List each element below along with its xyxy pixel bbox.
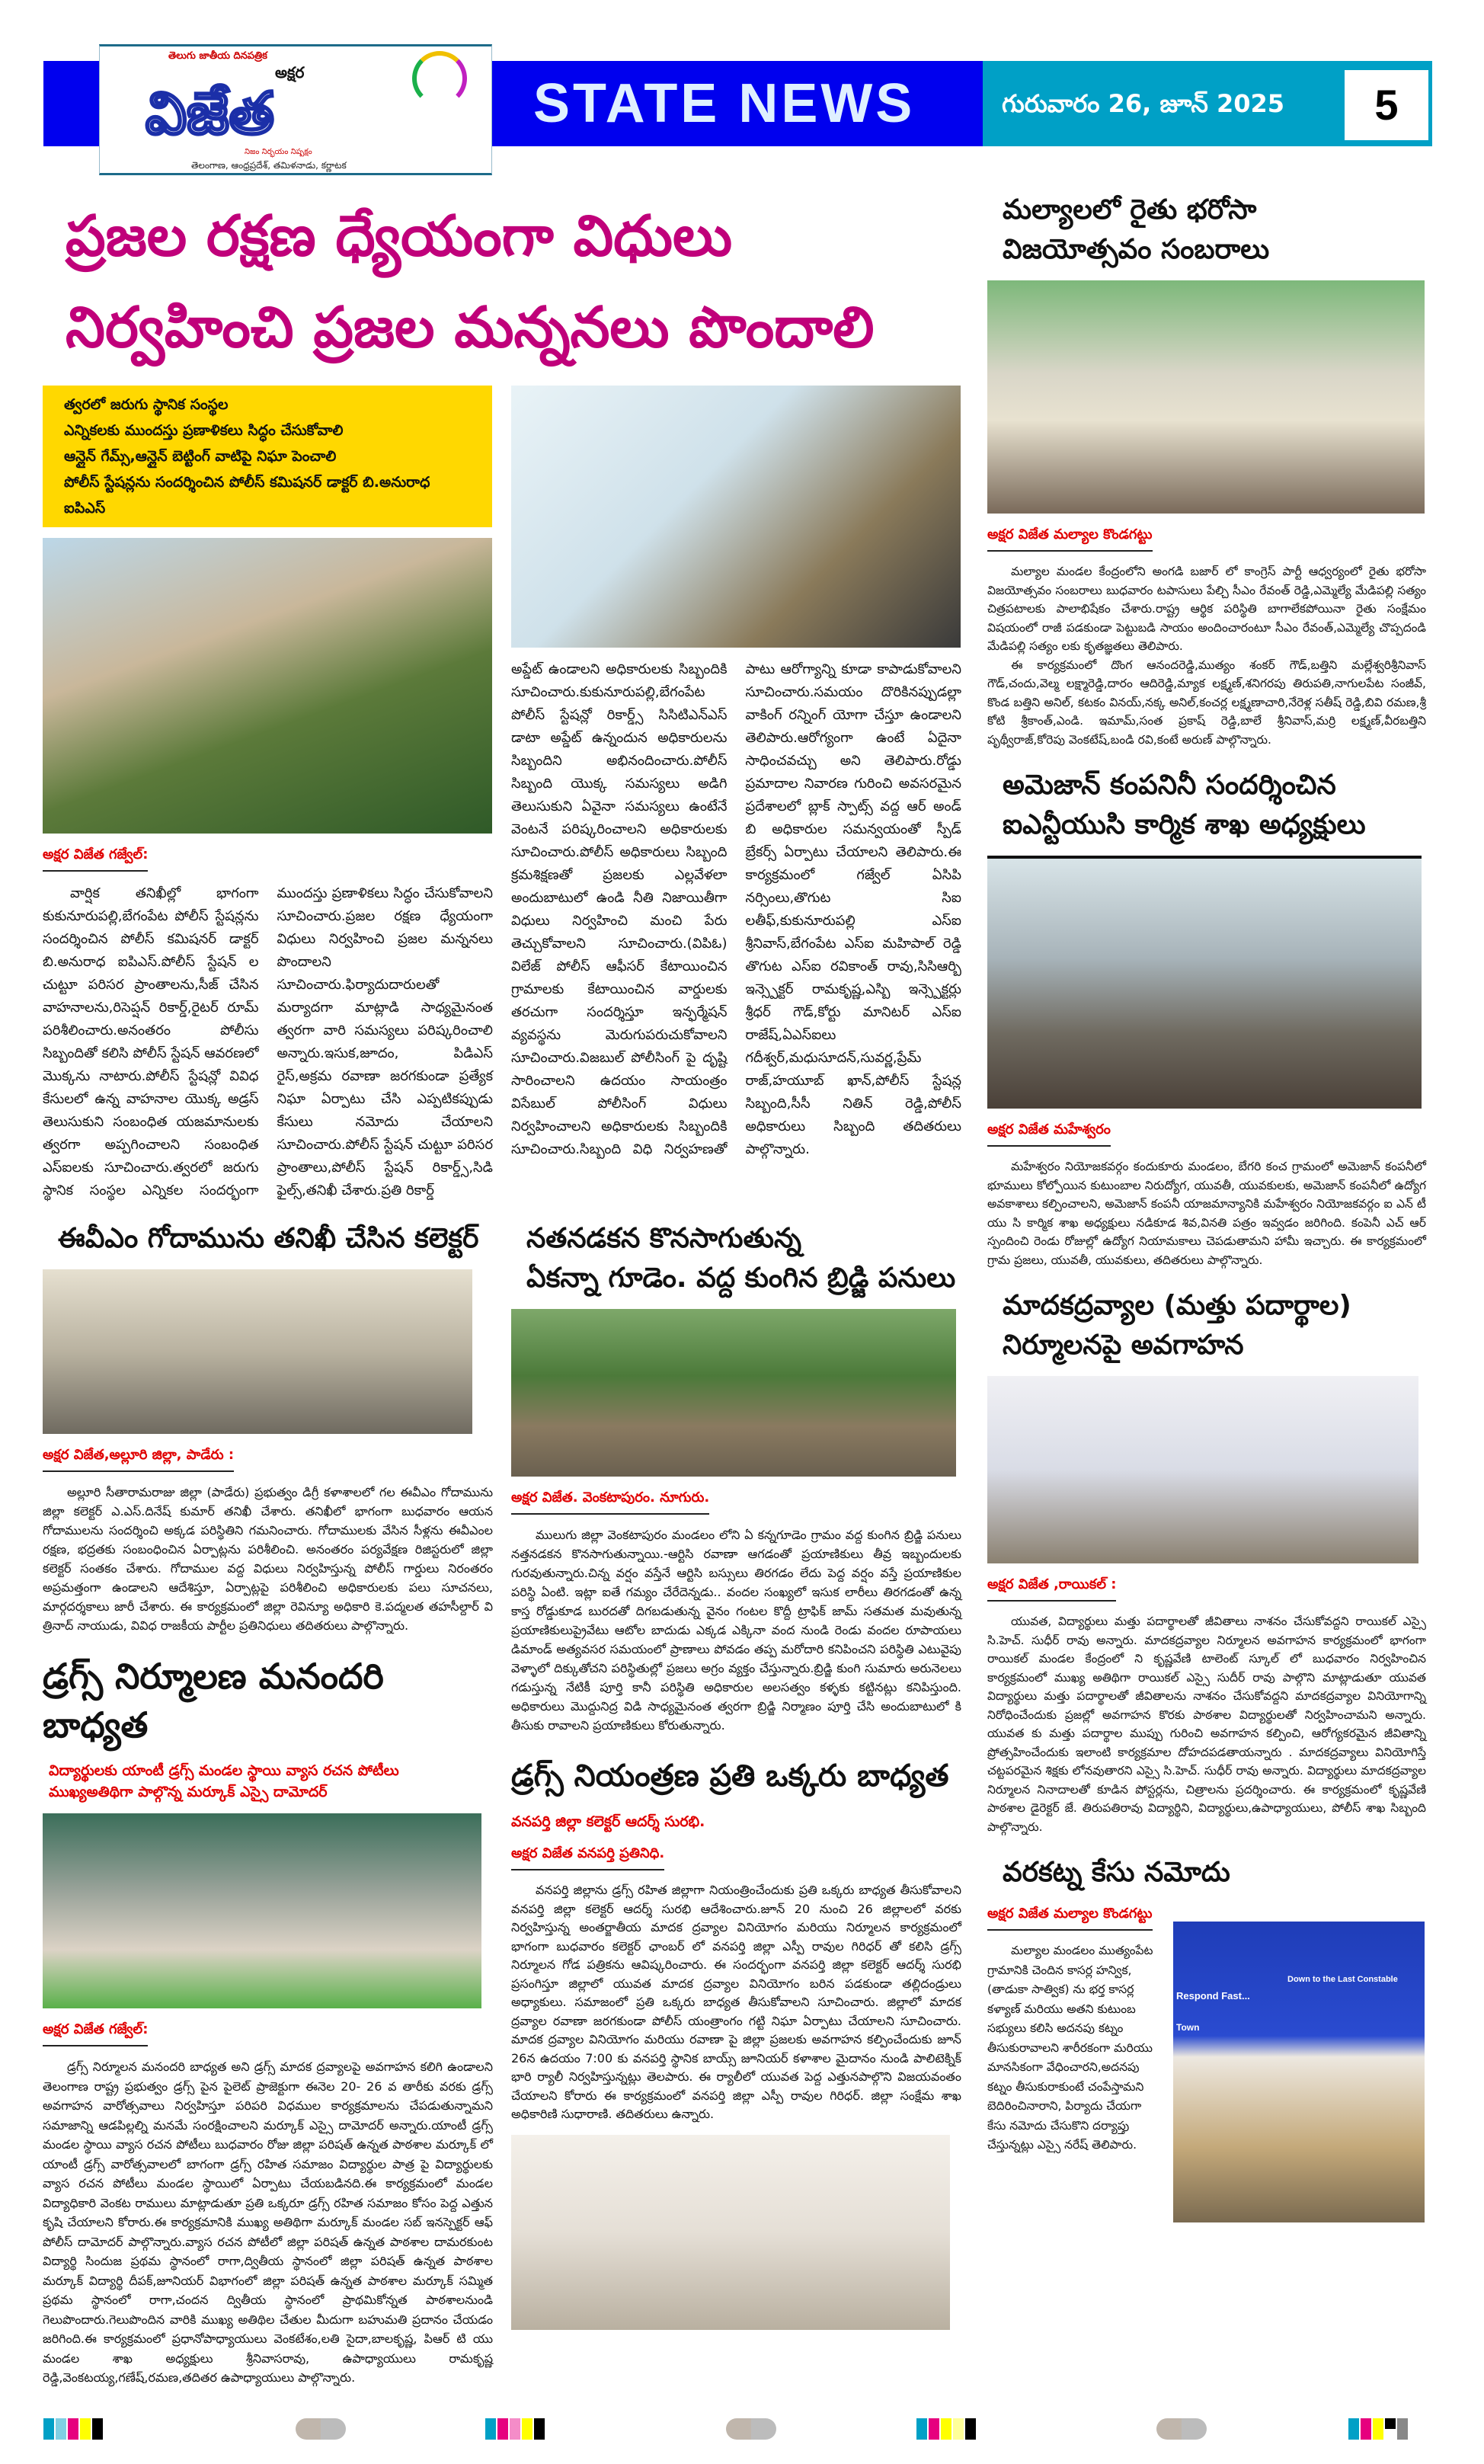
amazon-photo	[987, 859, 1422, 1109]
dowry-body: మల్యాల మండలం ముత్యంపేట గ్రామానికి చెందిన కాసర్ల హన్విక,(తాడుకా సాత్విక) ను భర్త కాసర్ల కళ్యాణ్ మరియు అతని కుటుంబ సభ్యులు కలిసి అదనపు కట్నం తీసుకురావాలని శారీరకంగా మరియు మానసికంగా వేధించారని,అదనపు కట్నం తీసుకురాకుంటే చంపేస్తామని బెదిరించినారాని, పిర్యాదు చేయగా కేసు నమోదు చేసుకొని దర్యాప్తు చేస్తున్నట్లు ఎస్సై నరేష్ తెలిపారు.	[987, 1944, 1153, 2152]
rythu-byline: అక్షర విజేత మల్యాల కొండగట్టు	[987, 524, 1153, 552]
section-title: STATE NEWS	[533, 73, 916, 134]
color-registration-mark	[485, 2418, 545, 2440]
highlight-item: పోలీస్ స్టేషన్లను సందర్శించిన పోలీస్ కమిషనర్ డాక్టర్ బి.అనురాధ ఐపిఎస్	[64, 474, 430, 517]
drugs-awareness-subhead-2: ముఖ్యఅతిథిగా పాల్గొన్న మర్కూక్ ఎస్సై దామోదర్	[49, 1784, 328, 1800]
lead-column-right	[511, 386, 961, 1202]
dowry-story	[987, 1903, 1426, 2222]
evm-body: అల్లూరి సీతారామరాజు జిల్లా (పాడేరు) ప్రభుత్వం డిగ్రీ కళాశాలలో గల ఈవీఎం గోదామును జిల్లా కలెక్టర్ ఎ.ఎస్.దినేష్ కుమార్ తనిఖీ చేశారు. తనిఖీలో భాగంగా బుధవారం ఆయన గోదాములను సందర్శించి అక్కడ పరిస్థితిని గమనించారు. గోదాములకు వేసిన సీళ్లను ఈవీఎంల రక్షణ, భద్రతకు సంబంధించిన ఏర్పాట్లను పరిశీలించి. అనంతరం పర్యవేక్షణ రిజిస్టరులో జిల్లా కలెక్టర్ సంతకం చేశారు. గోదాముల వద్ద విధులు నిర్వహిస్తున్న పోలీస్ గార్డులు నిరంతరం అప్రమత్తంగా ఉండాలని ఆదేశిస్తూ, ఏర్పాట్లపై పరిశీలించి అధికారులకు పలు సూచనలు, మార్గదర్శకాలు జారీ చేశారు. ఈ కార్యక్రమంలో జిల్లా రెవిన్యూ అధికారి కె.పద్మలత తహసీల్దార్ వి త్రినాద్ నాయుడు, వివిధ రాజకీయ పార్టీల ప్రతినిధులు తదితరులు పాల్గొన్నారు.	[43, 1485, 493, 1633]
narcotics-headline-line1: మాదకద్రవ్యాల (మత్తు పదార్థాల)	[1003, 1290, 1351, 1321]
print-footer	[0, 2388, 1484, 2464]
logo-tagline-bottom: నిజం నిర్భయం నిష్పక్షం	[245, 148, 312, 156]
page-number: 5	[1345, 70, 1428, 140]
amazon-headline-line2: ఐఎన్టీయుసి కార్మిక శాఖ అధ్యక్షులు	[1003, 809, 1366, 840]
drugs-awareness-byline: అక్షర విజేత గజ్వేల్:	[43, 2019, 148, 2046]
lead-byline: అక్షర విజేత గజ్వేల్:	[43, 844, 148, 872]
lead-photo-station-visit	[511, 386, 961, 648]
highlight-item: ఆన్లైన్ గేమ్స్,ఆన్లైన్ బెట్టింగ్ వాటిపై నిఘా పెంచాలి	[64, 448, 337, 465]
bridge-body: ములుగు జిల్లా వెంకటాపురం మండలం లోని ఏ కన్నగూడెం గ్రామం వద్ద కుంగిన బ్రిడ్జి పనులు నత్తనడకన కొనసాగుతున్నాయి.-ఆర్టిసి రవాణా ఆగడంతో ప్రయాణికులు తీవ్ర ఇబ్బందులకు గురవుతున్నారు.చిన్న వర్షం వస్తేనే ఆర్టిసి బస్సులు తిరగడం లేదు పెద్ద వర్షం వస్తే ప్రయాణికుల పరిస్థి ఏంటి. ఇట్లా ఐతే గమ్యం చేరేదెన్నడు.. వందల సంఖ్యలో ఇసుక లారీలు తిరగడంతో ఉన్న కాస్త రోడ్డుకూడ బురదతో దిగబడుతున్న వైనం గంటల కొద్దీ ట్రాఫిక్ జామ్ సతమత మవుతున్న ప్రయాణికులుప్రైవేటు ఆటోల బాదుడు ఎక్కడ ఎక్కినా వంద నుండి రెండు వందల రూపాయలు డిమాండ్ అత్యవసర సమయంలో ప్రాణాలు పోవడం తప్ప మరోదారి కనిపించని పరిస్థితి ఎటువైపు వెళ్ళాలో దిక్కుతోచని పరిస్థితుల్లో ప్రజలు అగ్రం వ్యక్తం చేస్తున్నారు.బ్రిడ్జి కుంగి సుమారు అరునెలలు గడుస్తున్న నేటికీ పూర్తి కానీ పరిస్థితి అధికారుల అలసత్వం కళ్ళకు కట్టినట్లు కనిపిస్తుంది. అధికారులు మొద్దునిద్ర విడి సాధ్యమైనంత త్వరగా బ్రిడ్జి నిర్మాణం పూర్తి చేసి అందుబాటులో కి తీసుకు రావాలని ప్రయాణికులు కోరుతున్నారు.	[511, 1528, 961, 1733]
amazon-headline-line1: అమెజాన్ కంపనినీ సందర్శించిన	[1003, 770, 1336, 801]
drugs-awareness-subhead-1: విద్యార్థులకు యాంటీ డ్రగ్స్ మండల స్థాయి వ్యాస రచన పోటీలు	[49, 1762, 399, 1779]
drug-control-byline: అక్షర విజేత వనపర్తి ప్రతినిధి.	[511, 1843, 664, 1870]
logo-prefix: అక్షర	[275, 63, 305, 82]
lead-highlights-box	[43, 386, 492, 527]
lead-column-left	[43, 386, 493, 1202]
highlight-item: త్వరలో జరుగు స్థానిక సంస్థల	[64, 396, 229, 413]
highlight-item: ఎన్నికలకు ముందస్తు ప్రణాళికలు సిద్ధం చేసుకోవాలి	[64, 422, 344, 439]
drugs-awareness-photo	[43, 1813, 481, 2008]
narcotics-body: యువత, విద్యార్థులు మత్తు పదార్థాలతో జీవితాలు నాశనం చేసుకోవద్దని రాయికల్ ఎస్సై సి.హెచ్. సుధీర్ రావు అన్నారు. మాదకద్రవ్యాల నిర్మూలన అవగాహన కార్యక్రమంలో భాగంగా రాయికల్ మండల కేంద్రంలో ని కృష్ణవేణి టాలెంట్ స్కూల్ లో బుధవారం నిర్వహించిన కార్యక్రమంలో ముఖ్య అతిథిగా రాయికల్ ఎస్సై సుదీర్ రావు పాల్గొని మాట్లాడుతూ యువత విద్యార్థులు మత్తు పదార్థాలతో జీవితాలను నాశనం చేసుకోవద్దని మాదకద్రవ్యాల వినియోగాన్ని నిరోధించేందుకు ప్రజల్లో అవగాహన కొరకు పాఠశాల విద్యార్థులతో నిర్వహించామని అన్నారు. యువత కు మత్తు పదార్థాల ముప్పు గురించి అవగాహన కల్పించి, ఆరోగ్యకరమైన జీవితాన్ని ప్రోత్సహించేందుకు ఇలాంటి కార్యక్రమాల దోహదపడతాయన్నారు . మాదకద్రవ్యాలు వినియోగిస్తే చట్టపరమైన శిక్షకు లోనవుతారని ఎస్సై సి.హెచ్. సుధీర్ రావు అన్నారు. విద్యార్థులు మాదకద్రవ్యాల నిర్మూలన నినాదాలతో కూడిన పోస్టర్లను, చిత్రాలను ప్రదర్శించారు. ఈ కార్యక్రమంలో కృష్ణవేణి పాఠశాల డైరెక్టర్ జే. తిరుపతిరావు విద్యార్థిని, విద్యార్థులు,ఉపాధ్యాయులు, పోలీస్ శాఖ సిబ్బంది పాల్గొన్నారు.	[987, 1614, 1426, 1834]
drug-control-poster-photo	[511, 2135, 950, 2330]
page-content	[0, 190, 1484, 2388]
drug-control-body: వనపర్తి జిల్లాను డ్రగ్స్ రహిత జిల్లాగా నియంత్రించేందుకు ప్రతి ఒక్కరు బాధ్యత తీసుకోవాలని వనపర్తి జిల్లా కలెక్టర్ ఆదర్శ్ సురభి ఆదేశించారు.జూన్ 20 నుంచి 26 జిల్లాలలో వరకు నిర్వహిస్తున్న అంతర్జాతీయ మాదక ద్రవ్యాల వినియోగం మరియు నిర్మూలన కార్యక్రమంలో భాగంగా బుధవారం కలెక్టర్ ఛాంబర్ లో వనపర్తి జిల్లా ఎస్పీ రావుల గిరిధర్ తో కలిసి డ్రగ్స్ నిర్మూలన గోడ పత్రికను ఆవిష్కరించారు. ఈ సందర్భంగా వనపర్తి జిల్లా కలెక్టర్ ఆదర్శ్ సురభి ప్రసంగిస్తూ జిల్లాలో యువత మాదక ద్రవ్యాల వినియోగం బరిన పడకుండా తల్లిదండ్రులు అధ్యాకులు. సమాజంలో ప్రతి ఒక్కరు బాధ్యత తీసుకోవాలని సూచించారు. జిల్లాలో మాదక ద్రవ్యాల రవాణా జరగకుండా పోలీస్ యంత్రాంగం గట్టి నిఘా ఏర్పాటు చేయాలని సూచించారు. మాదక ద్రవ్యాల వినియోగం మరియు రవాణా పై జిల్లా ప్రజలకు అవగాహన కల్పించేందుకు జూన్ 26న ఉదయం 7:00 కు వనపర్తి స్థానిక బాయ్స్ జూనియర్ కళాశాల మైదానం నుండి పాలిటెక్నిక్ భారి ర్యాలీ నిర్వహిస్తున్నట్లు తెలపారు. ఈ ర్యాలీలో యువత పెద్ద ఎత్తునపాల్గొని విజయవంతం చేయాలని కోరారు ఈ కార్యక్రమంలో వనపర్తి జిల్లా ఎస్పీ రావుల గిరిధర్. జిల్లా సంక్షేమ శాఖ అధికారిణి సుధారాణి. తదితరులు ఉన్నారు.	[511, 1883, 961, 2121]
narcotics-byline: అక్షర విజేత ,రాయికల్ :	[987, 1574, 1116, 1602]
rythu-headline-line2: విజయోత్సవం సంబరాలు	[1003, 234, 1270, 265]
logo-title: విజేత	[146, 79, 274, 147]
logo-states: తెలంగాణ, ఆంధ్రప్రదేశ్, తమిళనాడు, కర్ణాటక	[191, 160, 347, 171]
lead-headline-line1: ప్రజల రక్షణ ధ్యేయంగా విధులు	[66, 203, 733, 269]
bridge-byline: అక్షర విజేత. వెంకటాపురం. నూగురు.	[511, 1487, 709, 1515]
amazon-body: మహేశ్వరం నియోజకవర్గం కందుకూరు మండలం, బేగరి కంచ గ్రామంలో అమెజాన్ కంపనీలో భూములు కోల్పోయిన కుటుంబాల నిరుద్యోగ, యువతీ, యువకులకు, అమెజాన్ కంపనీలో ఉద్యోగ అవకాశాలు కల్పించాలని, అమెజాన్ కంపనీ యాజమాన్యానికి మహేశ్వరం నియోజకవర్గం ఐ ఎన్ టీ యు సి కార్మిక శాఖ అధ్యక్షులు నడికూడ శివ,వినతి పత్రం ఇవ్వడం జరిగింది. కంపెనీ ఎచ్ ఆర్ స్పందించి రెండు రోజుల్లో ఉద్యోగ నియామకాలు చెపడుతామని హామీ ఇచ్చారు. ఈ కార్యక్రమంలో గ్రామ ప్రజలు, యువతీ, యువకులు, తదితరులు పాల్గొన్నారు.	[987, 1160, 1426, 1267]
right-column	[987, 190, 1426, 2388]
narcotics-headline-line2: నిర్మూలనపై అవగాహన	[1003, 1330, 1244, 1361]
color-registration-mark	[916, 2418, 976, 2440]
dowry-si-photo	[1173, 1922, 1425, 2222]
amazon-byline: అక్షర విజేత మహేశ్వరం	[987, 1119, 1111, 1147]
bridge-headline-line1: నతనడకన కొనసాగుతున్న	[526, 1223, 801, 1254]
masthead	[0, 0, 1484, 190]
registration-oval	[726, 2418, 776, 2440]
left-column-stories	[43, 1202, 493, 2388]
drugs-awareness-body: డ్రగ్స్ నిర్మూలన మనందరి బాధ్యత అని డ్రగ్స్ మాదక ద్రవ్యాలపై అవగాహన కలిగి ఉండాలని తెలంగాణ రాష్ట్ర ప్రభుత్వం డ్రగ్స్ పైన పైలెట్ ప్రాజెక్టుగా ఈనెల 20- 26 వ తారీకు వరకు డ్రగ్స్ అవగాహన వారోత్సవాలు నిర్వహిస్తూ పరిపరి విధముల కార్యక్రమాలను చేపడుతున్నామని సమాజాన్ని ఆడపిల్లల్ని మనమే సంరక్షించాలని మర్కూక్ ఎస్సై దామోదర్ అన్నారు.యాంటీ డ్రగ్స్ మండల స్థాయి వ్యాస రచన పోటీలు బుధవారం రోజు జిల్లా పరిషత్ ఉన్నత పాఠశాల మర్కూక్ లో యాంటీ డ్రగ్స్ వారోత్సవాలలో బాగంగా డ్రగ్స్ రహిత సమాజం విద్యార్థుల పాత్ర పై విద్యార్థులకు వ్యాస రచన పోటీలు మండల స్థాయిలో ఏర్పాటు చేయబడినది.ఈ కార్యక్రమంలో మండల విద్యాధికారి వెంకట రాములు మాట్లాడుతూ ప్రతి ఒక్కరూ డ్రగ్స్ రహిత సమాజం కోసం పెద్ద ఎత్తున కృషి చేయాలని కోరారు.ఈ కార్యక్రమానికి ముఖ్య అతిథిగా మర్కూక్ మండల సబ్ ఇనస్పెక్టర్ ఆఫ్ పోలీస్ దామోదర్ పాల్గొన్నారు.వ్యాస రచన పోటీలో జిల్లా పరిషత్ ఉన్నత పాఠశాల దామరకుంట విద్యార్థి సిందుజ ప్రథమ స్థానంలో రాగా,ద్వితీయ స్థానంలో జిల్లా పరిషత్ ఉన్నత పాఠశాల మర్కూక్ విద్యార్థి దీపక్,జూనియర్ విభాగంలో జిల్లా పరిషత్ ఉన్నత పాఠశాల మర్కూక్ సమ్మిత ప్రథమ స్థానంలో రాగా,చందన ద్వితీయ స్థానంలో ప్రాథమికోన్నత పాఠశాలనుండి గెలుపొందారు.గెలుపొందిన వారికి ముఖ్య అతిథిల చేతుల మీదుగా బహుమతి ప్రదానం చేయడం జరిగింది.ఈ కార్యక్రమంలో ప్రధానోపాధ్యాయులు వెంకటేశం,లతి సైదా,బాలకృష్ణ, పిఆర్ టి యు మండల శాఖ అధ్యక్షులు శ్రీనివాసరావు, ఉపాధ్యాయులు రామకృష్ణ రెడ్డి,వెంకటయ్య,గణేష్,రమణ,తదితర ఉపాధ్యాయులు పాల్గొన్నారు.	[43, 2059, 493, 2385]
lead-body-part1: వార్షిక తనిఖీల్లో భాగంగా కుకునూరుపల్లి,బేగంపేట పోలీస్ స్టేషన్లను సందర్శించిన పోలీస్ కమిషనర్ డాక్టర్ బి.అనురాధ ఐపిఎస్.పోలీస్ స్టేషన్ ల చుట్టూ పరిసర ప్రాంతాలను,సీజ్ చేసిన వాహనాలను,రిసెప్షన్ రికార్డ్,రైటర్ రూమ్ పరిశీలించారు.అనంతరం పోలీసు సిబ్బందితో కలిసి పోలీస్ స్టేషన్ ఆవరణలో మొక్కను నాటారు.పోలీస్ స్టేషన్లో వివిధ కేసులలో ఉన్న వాహనాల యొక్క అడ్రస్ తెలుసుకుని సంబంధిత యజమానులకు త్వరగా అప్పగించాలని సంబంధిత ఎస్ఐలకు సూచించారు.త్వరలో జరుగు స్థానిక సంస్థల ఎన్నికల సందర్భంగా ముందస్తు ప్రణాళికలు సిద్ధం చేసుకోవాలని సూచించారు.ప్రజల రక్షణ ధ్యేయంగా విధులు నిర్వహించి ప్రజల మన్ననలు పొందాలని సూచించారు.ఫిర్యాదుదారులతో మర్యాదగా మాట్లాడి సాధ్యమైనంత త్వరగా వారి సమస్యలు పరిష్కరించాలి అన్నారు.ఇసుక,జూదం, పిడిఎస్ రైస్,అక్రమ రవాణా జరగకుండా ప్రత్యేక నిఘా ఏర్పాటు చేసి ఎప్పటికప్పుడు కేసులు నమోదు చేయాలని సూచించారు.పోలీస్ స్టేషన్ చుట్టూ పరిసర ప్రాంతాలు,పోలీస్ స్టేషన్ రికార్డ్స్,సిడి ఫైల్స్,తనిఖీ చేశారు.ప్రతి రికార్డ్	[43, 885, 493, 1198]
peacock-icon	[412, 51, 467, 106]
bridge-photo	[511, 1309, 956, 1477]
rythu-headline-line1: మల్యాలలో రైతు భరోసా	[1003, 194, 1257, 226]
evm-headline: ఈవీఎం గోదామును తనిఖీ చేసిన కలెక్టర్	[58, 1223, 479, 1254]
newspaper-logo	[99, 44, 492, 175]
registration-oval	[1156, 2418, 1207, 2440]
color-registration-mark	[1348, 2418, 1408, 2440]
left-region	[43, 190, 961, 2388]
bridge-headline-line2: ఏకన్నా గూడెం. వద్ద కుంగిన బ్రిడ్జి పనులు	[526, 1262, 956, 1294]
rythu-body-p2: ఈ కార్యక్రమంలో దొంగ ఆనందరెడ్డి,ముత్యం శంకర్ గౌడ్,బత్తిని మల్లేశ్వరిశ్రీనివాస్ గౌడ్,చందు,వెల్మ లక్ష్మారెడ్డి,దారం ఆదిరెడ్డి,మ్యాక లక్ష్మణ్,శనిగరపు తిరుపతి,నాగులపేట సంజీవ్, కొండ బత్తిని అనిల్, కటకం వినయ్,నక్క అనిల్,కంచర్ల లక్ష్మణాచారి,నేరెళ్ల సతీష్ రెడ్డి,బివి రమణ,శ్రీ కోటి శ్రీకాంత్,ఎండి. ఇమామ్,సంత ప్రకాష్ రెడ్డి,బాలే శ్రీనివాస్,మర్రి లక్ష్మణ్,వీరబత్తిని పృథ్వీరాజ్,కోరెపు వెంకటేష్,బండి రవి,కంటే అరుణ్ పాల్గొన్నారు.	[987, 658, 1426, 747]
photo-banner-right: Down to the Last Constable	[1287, 1975, 1398, 1984]
issue-date: గురువారం 26, జూన్ 2025	[1002, 89, 1285, 118]
drug-control-subhead: వనపర్తి జిల్లా కలెక్టర్ ఆదర్శ్ సురభి.	[511, 1813, 705, 1830]
dowry-article	[987, 1903, 1161, 2222]
registration-oval	[296, 2418, 346, 2440]
evm-byline: అక్షర విజేత,అల్లూరి జిల్లా, పాడేరు :	[43, 1445, 234, 1472]
photo-banner-bottom: Town	[1176, 2022, 1200, 2033]
narcotics-photo	[987, 1376, 1418, 1563]
second-row	[43, 1202, 961, 2388]
middle-column-stories	[511, 1202, 961, 2388]
lead-body-part2: అప్డేట్ ఉండాలని అధికారులకు సిబ్బందికి సూచించారు.కుకునూరుపల్లి,బేగంపేట పోలీస్ స్టేషన్లో రికార్డ్స్ సిసిటిఎన్ఎస్ డాటా అప్డేట్ ఉన్నందున అధికారులను సిబ్బందిని అభినందించారు.పోలీస్ సిబ్బంది యొక్క సమస్యలు అడిగి తెలుసుకుని ఏవైనా సమస్యలు ఉంటేనే వెంటనే పరిష్కరించాలని అధికారులకు సూచించారు.పోలీస్ అధికారులు సిబ్బంది క్రమశిక్షణతో ప్రజలకు ఎల్లవేళలా అందుబాటులో ఉండి నీతి నిజాయితీగా విధులు నిర్వహించి మంచి పేరు తెచ్చుకోవాలని సూచించారు.(విపిఓ) విలేజ్ పోలీస్ ఆఫీసర్ కేటాయించిన గ్రామాలకు కేటాయించిన వార్డులకు తరచుగా సందర్శిస్తూ ఇన్ఫర్మేషన్ వ్యవస్థను మెరుగుపరుచుకోవాలని సూచించారు.విజబుల్ పోలీసింగ్ పై దృష్టి సారించాలని ఉదయం సాయంత్రం విసేబుల్ పోలీసింగ్ విధులు నిర్వహించాలని అధికారులకు సిబ్బందికి సూచించారు.సిబ్బంది విధి నిర్వహణతో పాటు ఆరోగ్యాన్ని కూడా కాపాడుకోవాలని సూచించారు.సమయం దొరికినప్పుడల్లా వాకింగ్ రన్నింగ్ యోగా చేస్తూ ఉండాలని తెలిపారు.ఆరోగ్యంగా ఉంటే ఏదైనా సాధించవచ్చు అని తెలిపారు.రోడ్డు ప్రమాదాల నివారణ గురించి అవసరమైన ప్రదేశాలలో బ్లాక్ స్పాట్స్ వద్ద ఆర్ అండ్ బి అధికారుల సమన్వయంతో స్పీడ్ బ్రేకర్స్ ఏర్పాటు చేయాలని తెలిపారు.ఈ కార్యక్రమంలో గజ్వేల్ ఏసిపి నర్సింలు,తొగుట సిఐ లతీఫ్,కుకునూరుపల్లి ఎస్ఐ శ్రీనివాస్,బేగంపేట ఎస్ఐ మహిపాల్ రెడ్డి తొగుట ఎస్ఐ రవికాంత్ రావు,సిసిఆర్బి ఇన్స్పెక్టర్ రామకృష్ణ,ఎస్బి ఇన్స్పెక్టర్లు శ్రీధర్ గౌడ్,కోర్టు మానిటర్ ఎస్ఐ రాజేష్,ఏఎస్ఐలు గదీశ్వర్,మధుసూదన్,సువర్ణ,ప్రేమ్ రాజ్,హయూబ్ ఖాన్,పోలీస్ స్టేషన్ల సిబ్బంది,సీసీ నితిన్ రెడ్డి,పోలీస్ అధికారులు సిబ్బంది తదితరులు పాల్గొన్నారు.	[511, 661, 961, 1157]
dowry-headline: వరకట్న కేసు నమోదు	[1003, 1857, 1230, 1888]
lead-headline-line2: నిర్వహించి ప్రజల మన్ననలు పొందాలి	[66, 295, 875, 360]
lead-story	[43, 386, 961, 1202]
color-registration-mark	[43, 2418, 103, 2440]
evm-photo	[43, 1269, 472, 1434]
lead-photo-plantation	[43, 538, 492, 834]
logo-tagline-top: తెలుగు జాతీయ దినపత్రిక	[168, 50, 267, 62]
photo-banner-left: Respond Fast...	[1176, 1990, 1250, 2002]
rythu-celebration-photo	[987, 280, 1425, 514]
drug-control-headline: డ్రగ్స్ నియంత్రణ ప్రతి ఒక్కరు బాధ్యత	[511, 1758, 949, 1794]
rythu-body-p1: మల్యాల మండల కేంద్రంలోని అంగడి బజార్ లో కాంగ్రెస్ పార్టీ ఆధ్వర్యంలో రైతు భరోసా విజయోత్సవం సంబరాలు బుధవారం టపాసులు పేల్చి సీఎం రేవంత్ రెడ్డి,ఎమ్మెల్యే మేడిపల్లి సత్యం చిత్రపటాలకు పాలాభిషేకం చేశారు.రాష్ట్ర ఆర్థిక పరిస్థితి బాగాలేకపోయినా రైతు సంక్షేమం విషయంలో రాజీ పడకుండా పెట్టుబడి సాయం అందించారంటూ సీఎం రేవంత్,ఎమ్మెల్యే చొప్పదండి మేడిపల్లి సత్యం లకు కృతజ్ఞతలు తెలిపారు.	[987, 565, 1426, 653]
drugs-awareness-headline: డ్రగ్స్ నిర్మూలణ మనందరి బాధ్యత	[43, 1656, 384, 1746]
dowry-byline: అక్షర విజేత మల్యాల కొండగట్టు	[987, 1903, 1153, 1931]
